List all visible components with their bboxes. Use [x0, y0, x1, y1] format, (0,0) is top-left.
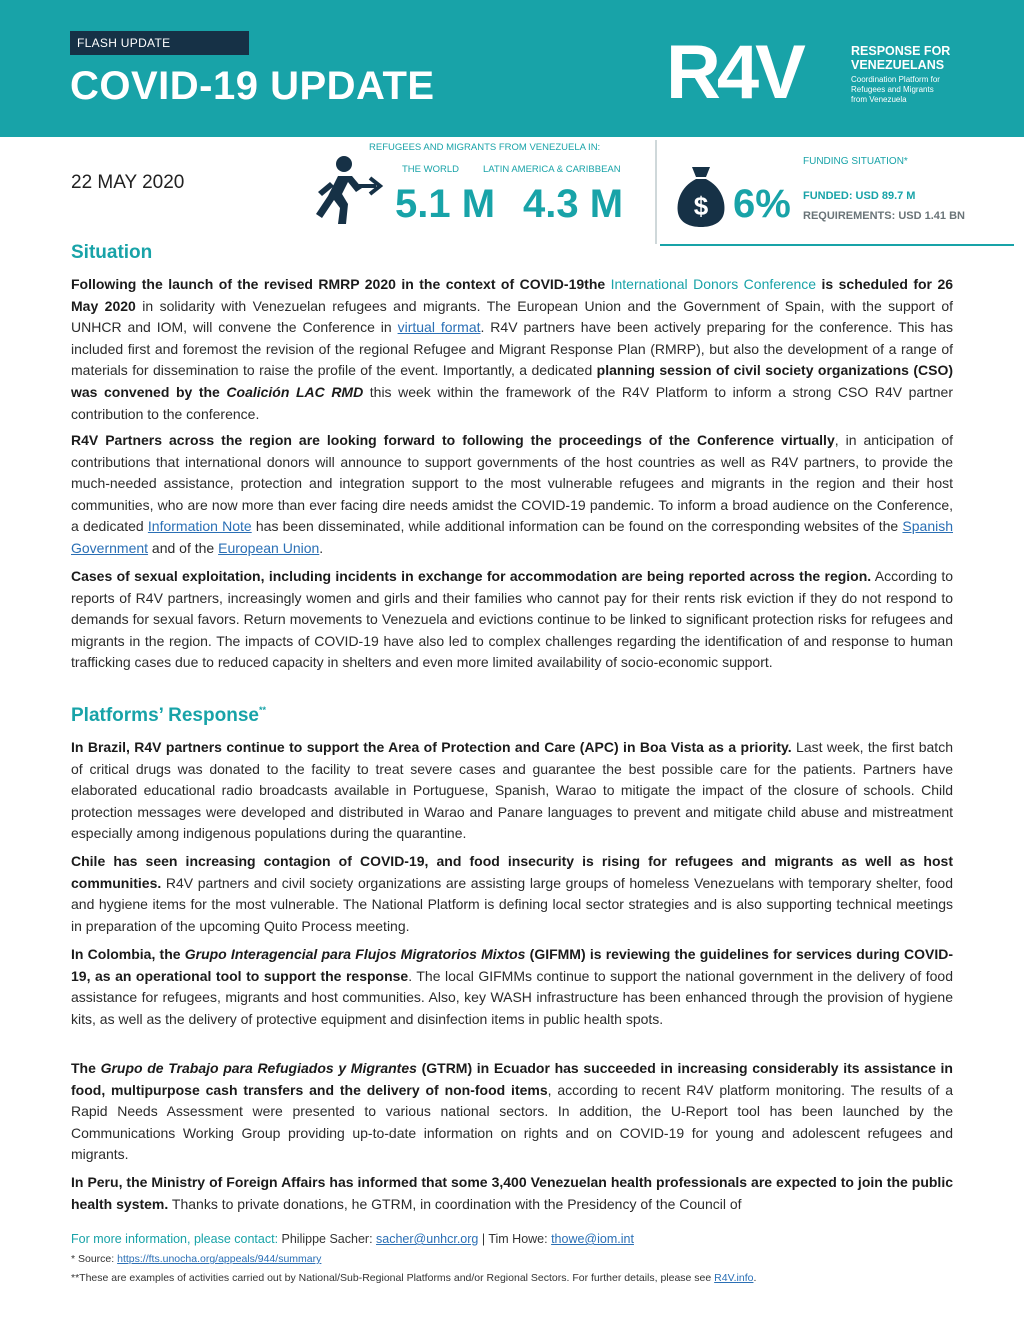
peru-bold-1: In	[71, 1174, 88, 1190]
r4v-info-link[interactable]: R4V.info	[714, 1272, 754, 1284]
link-virtual-format[interactable]: virtual format	[397, 319, 481, 336]
world-value: 5.1 M	[395, 182, 496, 226]
ecuador-bold-italic: Grupo de Trabajo para Refugiados y Migrantes	[100, 1060, 417, 1076]
p3-text-1: According to reports of R4V partners, increasingly women and girls and their families who cannot pay for their rents risk eviction if they do not respond to demands for sexual favors. Return movements to Venezuela and evictions continue to be linked to significant protection risks for refugees and migrants in the region. The impacts of COVID-19 have also led to complex challenges regarding the identification of and response to human trafficking cases due to reduced capacity in shelters and even more limited availability of socio-economic support.	[71, 568, 953, 671]
chile-text: R4V partners and civil society organizations are assisting large groups of homeless Venezuelans with temporary shelter, food and hygiene items for the most vulnerable. The National Platform is defining local sector strategies and is also supporting technical meetings in preparation of the upcoming Quito Process meeting.	[71, 874, 953, 934]
platforms-heading-text: Platforms’ Response	[71, 705, 259, 726]
funded-amount: FUNDED: USD 89.7 M	[803, 190, 916, 202]
peru-paragraph	[71, 1172, 953, 1216]
platforms-heading	[71, 705, 266, 727]
contact-email-2[interactable]: thowe@iom.int	[551, 1232, 634, 1246]
footer-note	[71, 1272, 756, 1284]
ecuador-bold-1: The	[71, 1060, 101, 1076]
stats-divider	[655, 140, 657, 244]
logo-line-1: RESPONSE FOR	[851, 44, 951, 58]
situation-paragraph-3	[71, 566, 953, 674]
p1-text-1: in solidarity with Venezuelan refugees and migrants. The European Union and the Government of Spain, with the support of UNHCR and IOM, will convene the Conference in	[71, 297, 953, 336]
p3-bold-1: Cases of sexual exploitation, including incidents in exchange for accommodation are being reported across the region.	[71, 568, 872, 584]
logo-line-4: Refugees and Migrants	[851, 85, 934, 94]
requirements-amount: REQUIREMENTS: USD 1.41 BN	[803, 210, 965, 222]
colombia-paragraph	[71, 944, 953, 1030]
p1-bold-2: is scheduled for 26 May 2020	[71, 276, 954, 314]
peru-bold-2: , the Ministry of Foreign Affairs has informed that some 3,400 Venezuelan health professionals are expected to join the public health system.	[71, 1174, 953, 1212]
p1-bold-italic: Coalición LAC RMD	[226, 383, 364, 400]
world-label: THE WORLD	[402, 164, 459, 175]
brazil-text: Last week, the first batch of critical drugs was donated to the facility to treat severe cases and guarantee the best possible care for the patients. Partners have elaborated educational radio broadcasts available in Portuguese, Spanish, Warao to mitigate the impact of the closure of schools. Child protection messages were developed and distributed in Warao and Panare languages to prevent and mitigate child abuse and mistreatment especially among indigenous populations during the quarantine.	[71, 739, 953, 842]
brazil-paragraph	[71, 737, 953, 845]
ecuador-bold-3: has succeeded in increasing considerably its assistance in food, multipurpose cash transfers and the delivery of non-food items	[71, 1060, 953, 1098]
country-chile: Chile	[71, 853, 106, 869]
link-spanish-government[interactable]: Spanish Government	[71, 518, 953, 556]
p2-text-1: , in anticipation of contributions that international donors will announce to support governments of the host countries as well as R4V partners, to provide the much-needed assistance, protection and integration support to the most vulnerable refugees and migrants in the region and their host communities, who are now more than ever facing dire needs amidst the COVID-19 pandemic. To inform a broad audience on the Conference, a dedicated	[71, 432, 953, 535]
colombia-bold-2: , the	[151, 946, 185, 962]
p2-bold-1: R4V Partners across the region are looking forward to following the proceedings of the Conference virtually	[71, 432, 835, 448]
situation-paragraph-1	[71, 274, 953, 425]
platforms-heading-footnote: **	[258, 705, 266, 715]
link-european-union[interactable]: European Union	[218, 539, 320, 556]
source-label: * Source:	[71, 1253, 118, 1265]
footer-contact	[71, 1232, 634, 1246]
note-end: .	[753, 1272, 757, 1284]
brazil-bold-1: In	[71, 739, 88, 755]
p2-text-3: and of the	[148, 539, 219, 556]
dollar-sign: $	[693, 191, 709, 221]
logo-line-2: VENEZUELANS	[851, 58, 945, 72]
contact-name-1: Philippe Sacher:	[278, 1232, 377, 1246]
contact-label: For more information, please contact:	[71, 1232, 279, 1246]
chile-bold: has seen increasing contagion of COVID-19, and food insecurity is rising for refugees and migrants as well as host communities.	[71, 853, 953, 891]
p1-text-2: . R4V partners have been actively preparing for the conference. This has included first and foremost the revision of the regional Refugee and Migrant Response Plan (RMRP), but also the development of a range of materials for dissemination to raise the profile of the event. Importantly, a dedicated	[71, 319, 953, 379]
situation-heading: Situation	[71, 242, 153, 263]
logo-line-3: Coordination Platform for	[851, 75, 940, 84]
colombia-bold-italic: Grupo Interagencial para Flujos Migratorios Mixtos	[184, 946, 526, 962]
ecuador-text: , according to recent R4V platform monitoring. The results of a Rapid Needs Assessment were presented to various national sectors. In addition, the U-Report tool has been launched by the Communications Working Group providing up-to-date information on rights and on COVID-19 for young and adolescent refugees and migrants.	[71, 1081, 953, 1163]
ecuador-bold-2: (GTRM) in	[416, 1060, 494, 1076]
link-information-note[interactable]: Information Note	[147, 518, 252, 535]
lac-value: 4.3 M	[523, 182, 624, 226]
lac-label: LATIN AMERICA & CARIBBEAN	[483, 164, 621, 175]
country-colombia: Colombia	[87, 946, 152, 962]
header-band	[0, 0, 1024, 137]
funding-percentage: 6%	[733, 182, 791, 226]
walking-person-arrow-icon	[300, 152, 384, 228]
funding-situation-label: FUNDING SITUATION*	[803, 156, 908, 167]
logo-line-5: from Venezuela	[851, 95, 907, 104]
chile-paragraph	[71, 851, 953, 937]
colombia-text: . The local GIFMMs continue to support the national government in the delivery of food assistance for refugees, migrants and host communities. Also, key WASH infrastructure has been enhanced through the provision of hygiene kits, as well as the delivery of protective equipment and disinfection items in public health spots.	[71, 967, 953, 1027]
brazil-bold-2: , R4V partners continue to support the Area of Protection and Care (APC) in Boa Vista as a priority.	[125, 739, 792, 755]
refugees-label: REFUGEES AND MIGRANTS FROM VENEZUELA IN:	[369, 142, 601, 153]
country-brazil: Brazil	[87, 739, 126, 755]
ecuador-paragraph	[71, 1058, 953, 1166]
note-text: **These are examples of activities carried out by National/Sub-Regional Platforms and/or Regional Sectors. For further details, please see	[71, 1272, 715, 1284]
situation-paragraph-2	[71, 430, 953, 560]
country-ecuador: Ecuador	[493, 1060, 550, 1076]
p1-bold-3: planning session of civil society organizations (CSO) was convened by the	[71, 362, 953, 400]
p2-text-4: .	[319, 539, 324, 556]
r4v-logo-mark: R4V	[666, 40, 802, 106]
colombia-bold-1: In	[71, 946, 88, 962]
contact-email-1[interactable]: sacher@unhcr.org	[376, 1232, 479, 1246]
source-link[interactable]: https://fts.unocha.org/appeals/944/summary	[117, 1253, 322, 1265]
logo-wordmark	[851, 44, 971, 105]
country-peru: Peru	[87, 1174, 119, 1190]
stats-underline	[660, 244, 1014, 246]
p1-text-3: this week within the framework of the R4V Platform to inform a strong CSO R4V partner contribution to the conference.	[71, 383, 953, 422]
report-date: 22 MAY 2020	[71, 172, 185, 193]
contact-name-2: | Tim Howe:	[478, 1232, 552, 1246]
link-international-donors-conference[interactable]: International Donors Conference	[610, 276, 817, 292]
p1-bold-1: Following the launch of the revised RMRP 2020 in the context of COVID-19the	[71, 276, 611, 292]
money-bag-icon	[674, 163, 728, 229]
peru-text: Thanks to private donations, he GTRM, in coordination with the Presidency of the Council of	[168, 1195, 742, 1212]
page-title: COVID-19 UPDATE	[70, 64, 435, 108]
colombia-bold-3: (GIFMM) is reviewing the guidelines for services during COVID-19, as an operational tool to support the response	[71, 946, 953, 984]
flash-update-label: FLASH UPDATE	[70, 31, 249, 55]
r4v-logo	[666, 40, 844, 106]
footer-source	[71, 1253, 321, 1265]
p2-text-2: has been disseminated, while additional information can be found on the corresponding websites of the	[251, 518, 903, 535]
